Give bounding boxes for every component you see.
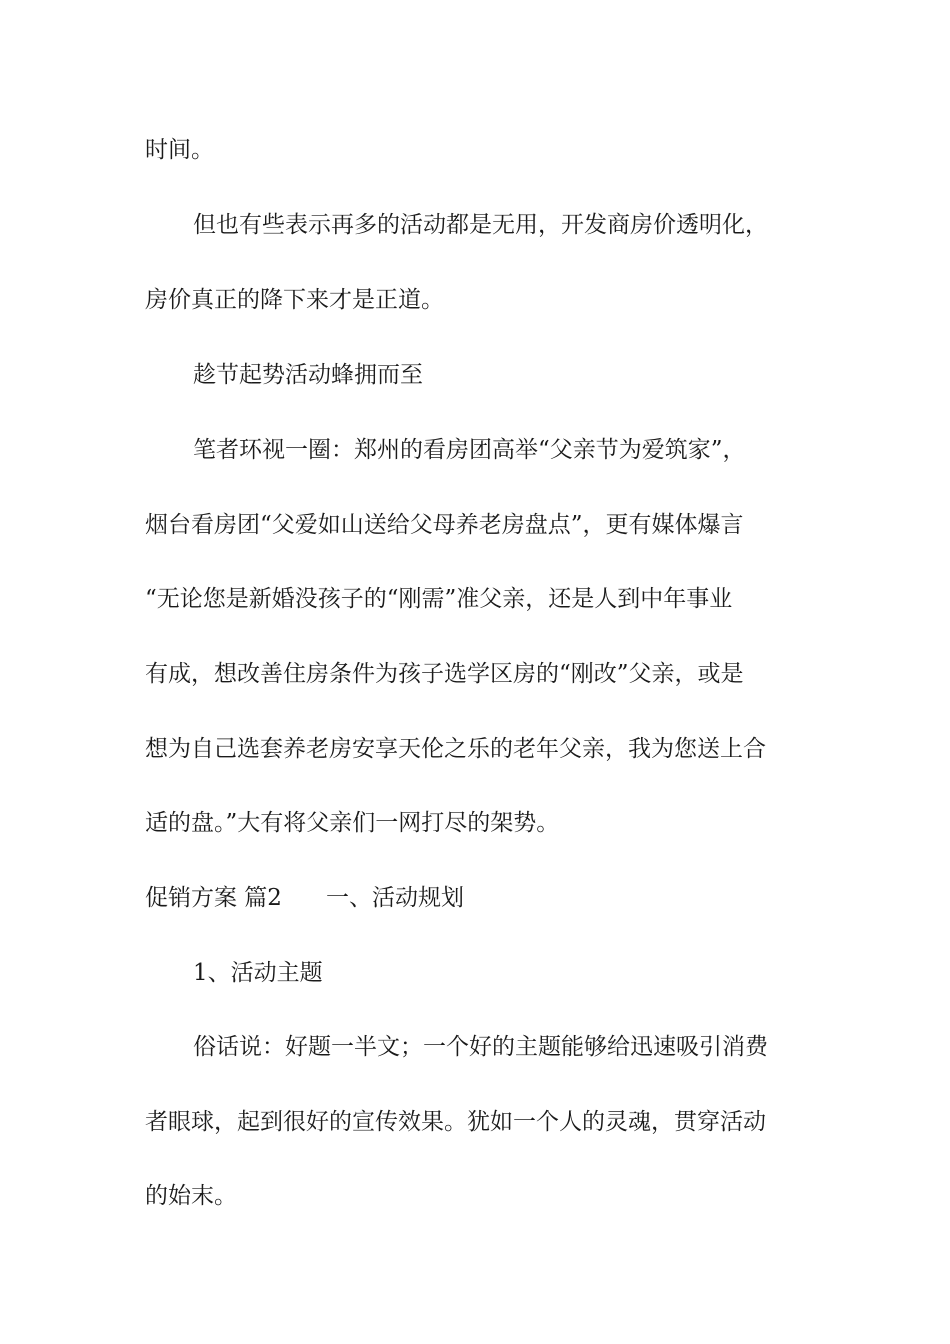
subheading: 趁节起势活动蜂拥而至: [193, 362, 423, 388]
paragraph-line: 房价真正的降下来才是正道。: [145, 287, 444, 313]
paragraph-line: 想为自己选套养老房安享天伦之乐的老年父亲，我为您送上合: [145, 736, 766, 762]
section-heading-label: 促销方案 篇2: [145, 885, 282, 911]
paragraph-line: 的始末。: [145, 1183, 237, 1209]
paragraph-line: 笔者环视一圈：郑州的看房团高举“父亲节为爱筑家”，: [193, 437, 746, 463]
section-heading: [145, 883, 464, 913]
paragraph-line: 俗话说：好题一半文；一个好的主题能够给迅速吸引消费: [193, 1034, 768, 1060]
paragraph-line: 有成，想改善住房条件为孩子选学区房的“刚改”父亲，或是: [145, 661, 744, 687]
paragraph-line: 烟台看房团“父爱如山送给父母养老房盘点”，更有媒体爆言: [145, 512, 744, 538]
paragraph-line: “无论您是新婚没孩子的“刚需”准父亲，还是人到中年事业: [145, 586, 733, 612]
paragraph-line: 适的盘。”大有将父亲们一网打尽的架势。: [145, 810, 560, 836]
paragraph-line: 时间。: [145, 137, 214, 163]
paragraph-line: 者眼球，起到很好的宣传效果。犹如一个人的灵魂，贯穿活动: [145, 1109, 766, 1135]
paragraph-line: 但也有些表示再多的活动都是无用，开发商房价透明化，: [193, 212, 768, 238]
section-heading-subtitle: 一、活动规划: [325, 885, 464, 911]
activity-theme-heading: 1、活动主题: [193, 960, 323, 986]
